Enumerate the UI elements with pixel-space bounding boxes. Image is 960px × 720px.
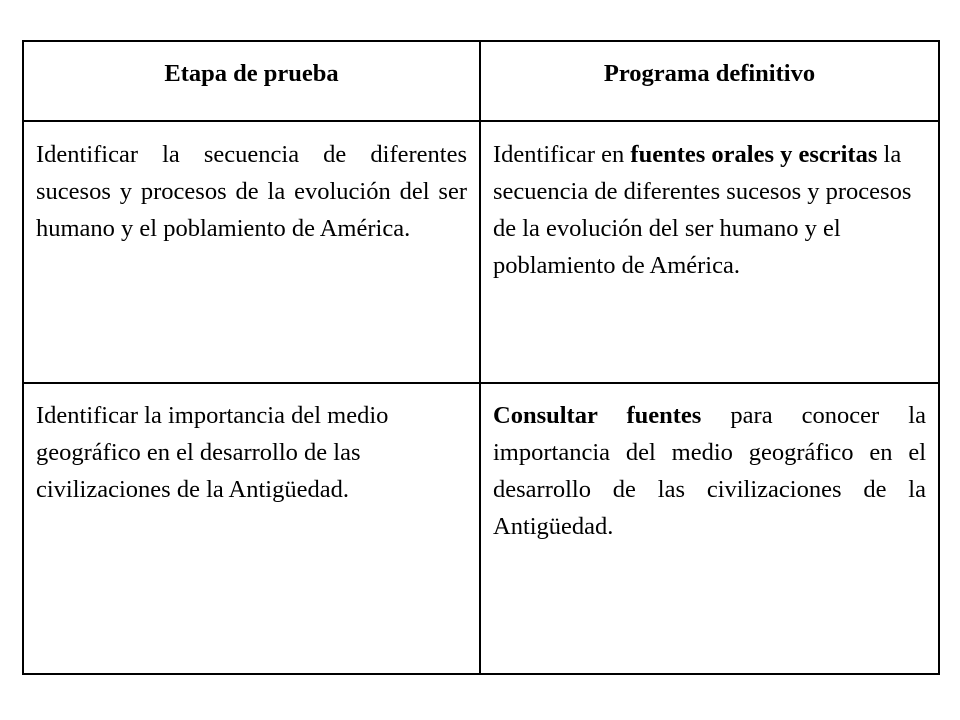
row1-col2-cell bbox=[480, 121, 939, 383]
table-row bbox=[23, 121, 939, 383]
table-row bbox=[23, 383, 939, 674]
row1-col2-bold: fuentes orales y escritas bbox=[630, 141, 878, 168]
row1-col1-cell bbox=[23, 121, 480, 383]
row2-col2-suffix: para conocer la importancia del medio geográfico en el desarrollo de las civilizaciones de la Antigüedad. bbox=[493, 402, 926, 540]
row1-col1-text: Identificar la secuencia de diferentes sucesos y procesos de la evolución del ser humano y el poblamiento de América. bbox=[36, 141, 467, 242]
row2-col1-cell bbox=[23, 383, 480, 674]
header-etapa-de-prueba: Etapa de prueba bbox=[23, 41, 480, 121]
header-programa-definitivo: Programa definitivo bbox=[480, 41, 939, 121]
row1-col2-suffix: la secuencia de diferentes sucesos y procesos de la evolución del ser humano y el poblamiento de América. bbox=[493, 141, 912, 279]
row2-col2-cell bbox=[480, 383, 939, 674]
row1-col2-prefix: Identificar en bbox=[493, 141, 631, 168]
row2-col1-text: Identificar la importancia del medio geográfico en el desarrollo de las civilizaciones de la Antigüedad. bbox=[36, 402, 389, 503]
row2-col2-bold: Consultar fuentes bbox=[493, 402, 702, 429]
comparison-table bbox=[22, 40, 940, 675]
table-header-row bbox=[23, 41, 939, 121]
